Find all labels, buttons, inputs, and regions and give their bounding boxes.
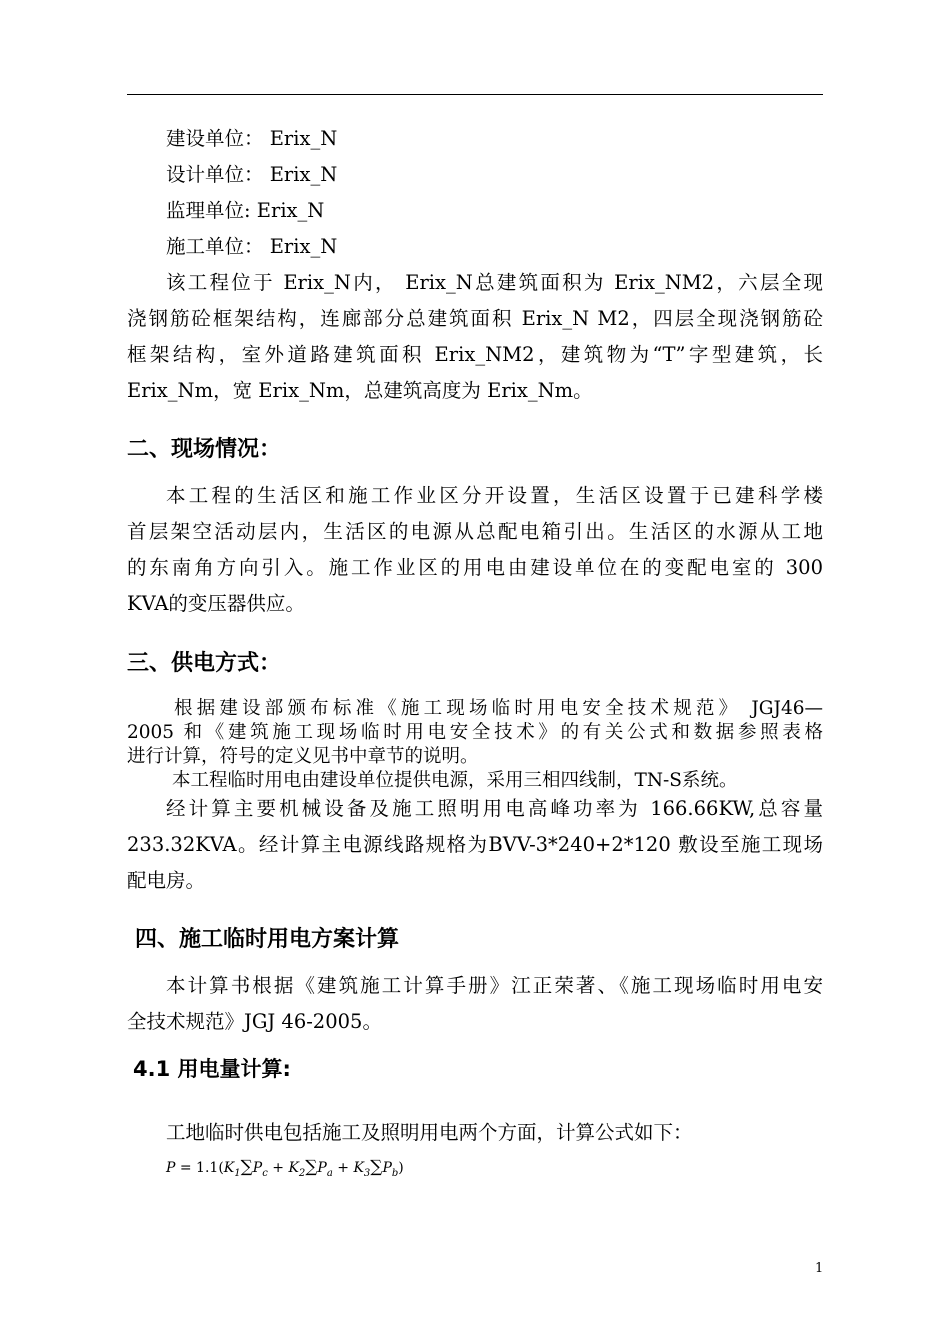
subsection-heading-load: 4.1 用电量计算: [133,1057,291,1081]
formula-symbol: P [252,1160,263,1176]
sum-symbol: ∑ [370,1157,383,1177]
formula-operator: + [332,1160,354,1176]
paragraph-line: 首层架空活动层内，生活区的电源从总配电箱引出。生活区的水源从工地 [127,520,823,543]
power-formula [166,1156,404,1185]
paragraph-line: 233.32KVA。经计算主电源线路规格为BVV-3*240+2*120 敷设至施工现场 [127,833,823,856]
paragraph-line: 工地临时供电包括施工及照明用电两个方面，计算公式如下： [166,1121,693,1144]
info-construction-unit: 建设单位： Erix_N [166,127,338,150]
formula-coefficient: = 1.1( [175,1160,224,1176]
info-design-unit: 设计单位： Erix_N [166,163,338,186]
header-rule [127,94,823,95]
paragraph-line: 根据建设部颁布标准《施工现场临时用电安全技术规范》 JGJ46— [174,698,823,719]
section-heading-calculation: 四、施工临时用电方案计算 [135,927,400,952]
sum-symbol: ∑ [305,1157,318,1177]
formula-operator: + [267,1160,289,1176]
paragraph-line: Erix_Nm，宽 Erix_Nm，总建筑高度为 Erix_Nm。 [127,379,593,402]
formula-subscript: 2 [298,1167,306,1179]
info-supervision-unit: 监理单位: Erix_N [166,199,325,222]
sum-symbol: ∑ [240,1157,253,1177]
paragraph-line: 全技术规范》JGJ 46-2005。 [127,1010,382,1033]
paragraph-line: 本工程的生活区和施工作业区分开设置，生活区设置于已建科学楼 [166,484,823,507]
paragraph-line: 框架结构，室外道路建筑面积 Erix_NM2，建筑物为“T”字型建筑，长 [127,343,823,366]
formula-paren: ) [398,1160,404,1176]
paragraph-line: 2005 和《建筑施工现场临时用电安全技术》的有关公式和数据参照表格 [127,722,823,743]
section-heading-power-supply: 三、供电方式： [127,651,282,676]
page-number: 1 [815,1261,824,1276]
formula-symbol: P [166,1160,176,1176]
formula-subscript: a [326,1167,333,1179]
paragraph-line: 该工程位于 Erix_N内， Erix_N总建筑面积为 Erix_NM2，六层全现 [166,271,823,294]
formula-subscript: 1 [234,1167,241,1179]
formula-symbol: P [382,1160,392,1176]
paragraph-line: 进行计算，符号的定义见书中章节的说明。 [127,746,479,767]
section-heading-site: 二、现场情况： [127,437,282,462]
paragraph-line: 的东南角方向引入。施工作业区的用电由建设单位在的变配电室的 300 [127,556,823,579]
paragraph-line: KVA的变压器供应。 [127,592,305,615]
paragraph-line: 配电房。 [127,869,206,892]
paragraph-line: 本工程临时用电由建设单位提供电源，采用三相四线制，TN-S系统。 [172,770,738,791]
paragraph-line: 经计算主要机械设备及施工照明用电高峰功率为 166.66KW,总容量 [166,797,823,820]
paragraph-line: 浇钢筋砼框架结构，连廊部分总建筑面积 Erix_N M2，四层全现浇钢筋砼 [127,307,823,330]
formula-symbol: K [288,1160,299,1176]
formula-symbol: K [223,1160,235,1176]
formula-subscript: 3 [363,1167,371,1179]
info-builder-unit: 施工单位： Erix_N [166,235,338,258]
formula-symbol: P [317,1160,327,1176]
formula-subscript: c [262,1167,268,1179]
formula-subscript: b [391,1167,399,1179]
paragraph-line: 本计算书根据《建筑施工计算手册》江正荣著、《施工现场临时用电安 [166,974,823,997]
formula-symbol: K [353,1160,364,1176]
